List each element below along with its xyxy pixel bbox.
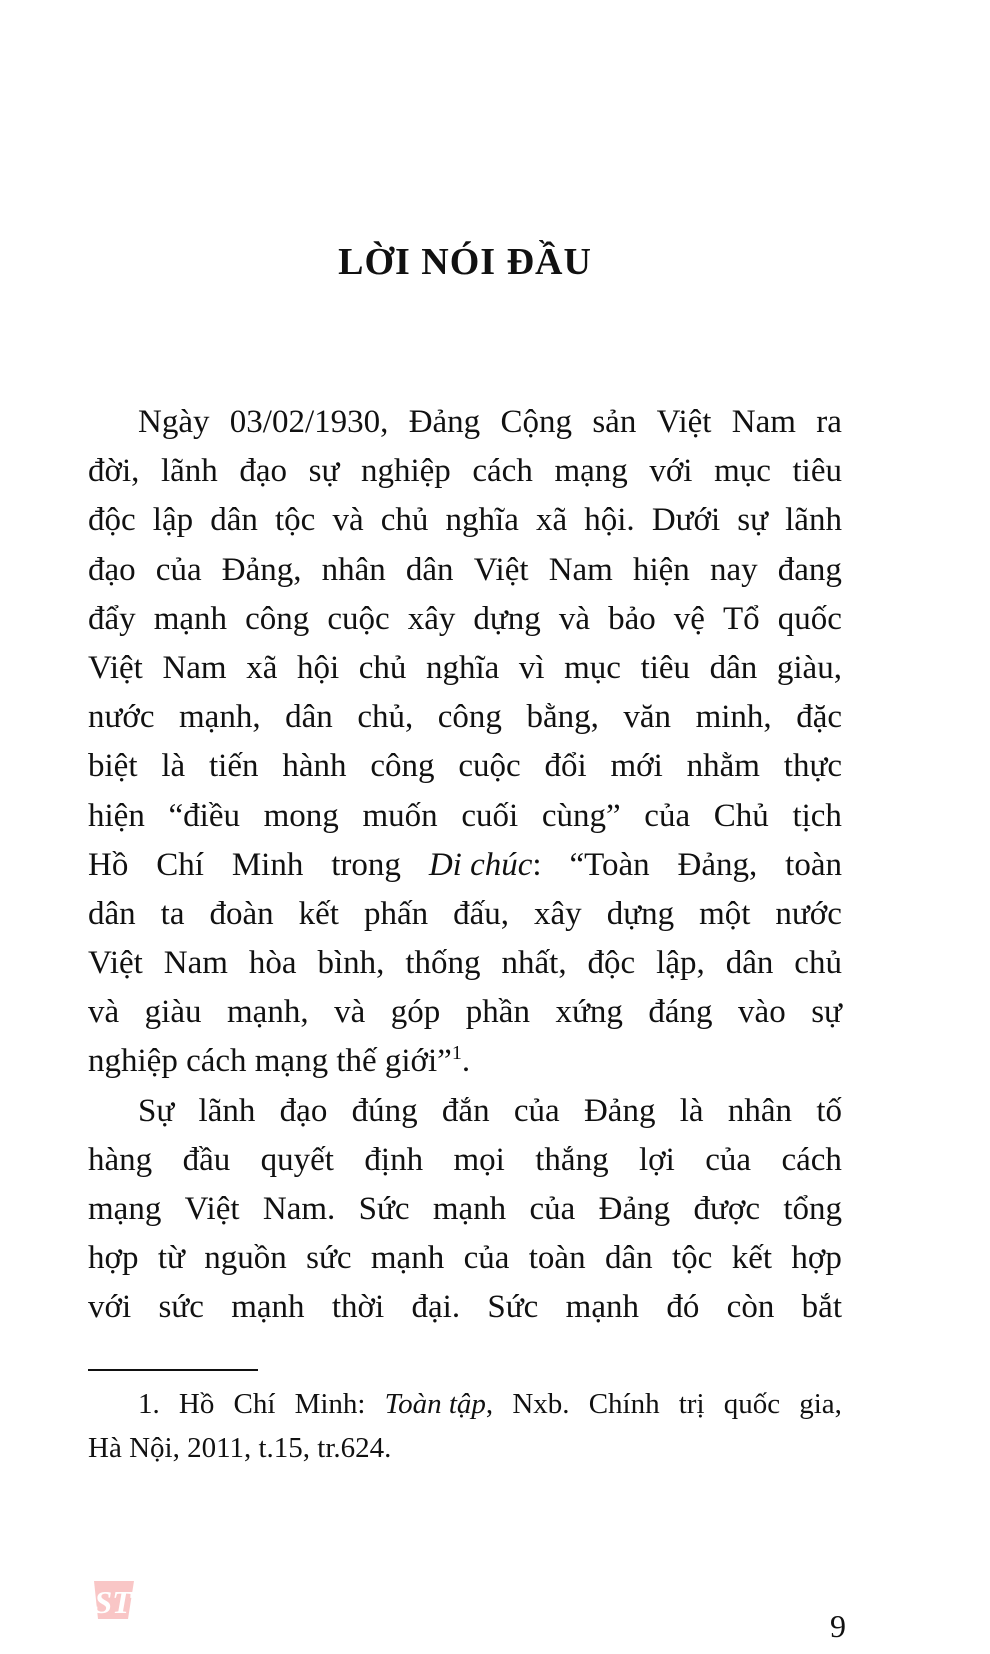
word: Hồ xyxy=(88,846,129,883)
word: thống xyxy=(405,945,481,982)
word: Đảng, xyxy=(677,846,758,883)
word: mọi xyxy=(453,1141,505,1178)
body-text xyxy=(88,398,842,1333)
word: lãnh xyxy=(198,1092,256,1129)
word: là xyxy=(679,1092,704,1129)
word: nghĩa xyxy=(445,502,519,539)
word: tiêu xyxy=(792,453,842,490)
word: dựng xyxy=(606,895,675,932)
word: ra xyxy=(816,404,842,440)
word: tộc xyxy=(275,502,316,539)
word: công xyxy=(370,748,435,785)
word: mạnh, xyxy=(227,994,309,1031)
text-line xyxy=(88,398,842,447)
word: Tổ xyxy=(723,600,760,637)
word: sức xyxy=(158,1289,204,1326)
word: và xyxy=(88,994,120,1031)
word: Ngày xyxy=(138,404,210,440)
word: lãnh xyxy=(785,502,842,539)
word: tịch xyxy=(792,797,842,834)
word: tố xyxy=(816,1092,842,1129)
word: cuộc xyxy=(458,748,521,785)
word: phần xyxy=(465,994,530,1031)
word: nhất, xyxy=(501,945,567,982)
word: đạo xyxy=(239,453,288,490)
word: chủ xyxy=(358,649,407,686)
text-line: nghiệp cách mạng thế giới”$^1$. xyxy=(88,1042,471,1080)
word: muốn xyxy=(362,797,438,834)
word: Đảng xyxy=(598,1191,671,1227)
word: bảo xyxy=(608,600,656,637)
footnote xyxy=(88,1382,842,1470)
word: mạnh, xyxy=(179,699,261,736)
word: đầu xyxy=(182,1141,231,1178)
word: nước xyxy=(775,895,842,932)
word: nghiệp xyxy=(360,453,451,490)
word: của xyxy=(705,1141,752,1178)
word: toàn xyxy=(785,846,842,883)
word: nước xyxy=(88,699,155,736)
word: độc xyxy=(88,502,136,539)
footnote-divider xyxy=(88,1369,258,1371)
word: được xyxy=(693,1191,760,1227)
word: nay xyxy=(709,551,758,588)
word: sức xyxy=(306,1240,352,1277)
word: đáng xyxy=(648,994,713,1031)
page-title: LỜI NÓI ĐẦU xyxy=(338,241,592,283)
text-line xyxy=(88,1087,842,1136)
word: Đảng xyxy=(583,1092,656,1129)
word: và xyxy=(334,994,366,1031)
word: dân xyxy=(709,649,758,686)
word: nhân xyxy=(727,1092,793,1129)
word: chủ xyxy=(380,502,429,539)
word: “điều xyxy=(168,797,240,834)
page-number: 9 xyxy=(830,1608,846,1644)
word: vào xyxy=(738,994,786,1031)
word: mới xyxy=(610,748,663,785)
word: kết xyxy=(731,1240,773,1277)
word: xã xyxy=(246,649,278,686)
word: nhằm xyxy=(686,748,760,785)
word: của xyxy=(513,1092,560,1129)
text-line xyxy=(88,1136,842,1185)
word: dân xyxy=(285,699,333,736)
word: Nam. xyxy=(262,1191,336,1227)
word: và xyxy=(332,502,364,539)
word: đặc xyxy=(796,699,842,736)
word: hợp xyxy=(791,1240,842,1277)
word: 03/02/1930, xyxy=(229,404,389,440)
word: đạo xyxy=(279,1092,328,1129)
word: một xyxy=(699,895,751,932)
word: là xyxy=(161,748,186,785)
word: Việt xyxy=(656,404,712,440)
word: sự xyxy=(737,502,769,539)
word: đổi xyxy=(544,748,587,785)
word: đẩy xyxy=(88,600,136,637)
word: giàu xyxy=(144,994,202,1031)
text-line xyxy=(88,792,842,841)
word: “Toàn xyxy=(569,846,650,883)
word: mạnh xyxy=(432,1191,507,1227)
word: đoàn xyxy=(209,895,274,932)
word: dân xyxy=(88,895,136,932)
word: sự xyxy=(308,453,340,490)
word: Sự xyxy=(138,1092,175,1129)
word: sản xyxy=(592,404,637,440)
footnote-line: 1. Hồ Chí Minh: Toàn tập, Nxb. Chính trị quốc gia, xyxy=(138,1388,842,1420)
text-line xyxy=(88,939,842,988)
word: mạng xyxy=(554,453,628,490)
word: của xyxy=(463,1240,510,1277)
word: mạnh xyxy=(565,1289,639,1326)
word: mạng xyxy=(88,1191,162,1227)
word: hòa xyxy=(248,945,297,982)
footnote-reference[interactable]: 1 xyxy=(451,1042,462,1065)
word: dân xyxy=(210,502,258,539)
word: minh, xyxy=(695,699,772,736)
text-line xyxy=(88,496,842,545)
word: dân xyxy=(405,551,454,588)
text-line xyxy=(88,447,842,496)
word: Minh xyxy=(231,846,304,883)
word: bắt xyxy=(801,1289,842,1326)
word: quyết xyxy=(260,1141,334,1178)
word: cách xyxy=(781,1141,842,1178)
word: toàn xyxy=(528,1240,586,1277)
word: văn xyxy=(623,699,672,736)
word: xứng xyxy=(555,994,623,1031)
footnote-line: Hà Nội, 2011, t.15, tr.624. xyxy=(88,1432,392,1464)
word: dân xyxy=(604,1240,653,1277)
word: công xyxy=(245,600,310,637)
word: Việt xyxy=(184,1191,240,1227)
word: vệ xyxy=(673,600,705,637)
word: thắng xyxy=(535,1141,609,1178)
word: dân xyxy=(725,945,774,982)
word: góp xyxy=(390,994,441,1031)
word: đó xyxy=(666,1289,700,1326)
word: tổng xyxy=(783,1191,842,1227)
text-line xyxy=(88,546,842,595)
word: phấn xyxy=(363,895,429,932)
text-line xyxy=(88,1283,842,1332)
word: hàng xyxy=(88,1141,153,1178)
word: Việt xyxy=(88,649,143,686)
text-line xyxy=(88,595,842,644)
text-line xyxy=(88,1185,842,1234)
word: lập, xyxy=(656,945,705,982)
word: mục xyxy=(564,649,621,686)
word: Chủ xyxy=(713,797,769,834)
word: chủ xyxy=(794,945,842,982)
word: Việt xyxy=(88,945,143,982)
word: Việt xyxy=(473,551,529,588)
word: cuối xyxy=(461,797,519,834)
word: mạnh xyxy=(231,1289,305,1326)
word: thực xyxy=(783,748,842,785)
text-line xyxy=(88,1234,842,1283)
word: từ xyxy=(157,1240,185,1277)
word: mục xyxy=(714,453,771,490)
word: Nam xyxy=(162,649,227,686)
word: bình, xyxy=(317,945,385,982)
word: lợi xyxy=(639,1141,675,1178)
word: đúng xyxy=(351,1092,418,1129)
word: của xyxy=(155,551,202,588)
word: Di chúc: xyxy=(428,846,542,883)
word: Nam xyxy=(163,945,228,982)
word: hiện xyxy=(88,797,145,834)
word: và xyxy=(558,600,591,637)
word: hội xyxy=(296,649,340,686)
word: Nam xyxy=(548,551,613,588)
publisher-logo-icon xyxy=(88,1577,138,1623)
word: bằng, xyxy=(526,699,599,736)
text-line xyxy=(88,841,842,890)
word: Đảng, xyxy=(221,551,302,588)
word: vì xyxy=(518,649,545,686)
svg-text:ST: ST xyxy=(94,1584,132,1620)
word: cùng” xyxy=(541,797,621,834)
word: độc xyxy=(587,945,636,982)
word: của xyxy=(644,797,691,834)
word: đấu, xyxy=(453,895,510,932)
word: tiến xyxy=(209,748,259,785)
text-line xyxy=(88,693,842,742)
word: hiện xyxy=(632,551,690,588)
word: mong xyxy=(263,797,339,834)
word: biệt xyxy=(88,748,138,785)
word: xây xyxy=(534,895,582,932)
word: hội. xyxy=(584,502,635,539)
word: đại. xyxy=(411,1289,461,1326)
word: với xyxy=(88,1289,132,1326)
text-line xyxy=(88,988,842,1037)
word: nguồn xyxy=(204,1240,287,1277)
word: sự xyxy=(811,994,842,1031)
word: lãnh xyxy=(160,453,218,490)
word: còn xyxy=(726,1289,775,1326)
word: tộc xyxy=(672,1240,713,1277)
word: quốc xyxy=(777,600,842,637)
word: ta xyxy=(160,895,185,932)
word: đắn xyxy=(441,1092,490,1129)
word: xã xyxy=(535,502,568,539)
text-line xyxy=(88,890,842,939)
word: Chí xyxy=(156,846,204,883)
word: thời xyxy=(331,1289,385,1326)
word: định xyxy=(364,1141,424,1178)
word: kết xyxy=(298,895,339,932)
word: Dưới xyxy=(651,502,721,539)
word: Sức xyxy=(358,1191,410,1227)
word: xây xyxy=(407,600,456,637)
word: cách xyxy=(472,453,533,490)
word: hành xyxy=(282,748,347,785)
word: đời, xyxy=(88,453,140,490)
text-line xyxy=(88,644,842,693)
word: của xyxy=(529,1191,576,1227)
word: cuộc xyxy=(327,600,390,637)
word: mạnh xyxy=(153,600,228,637)
word: nghĩa xyxy=(425,649,500,686)
text-line xyxy=(88,742,842,791)
word: hợp xyxy=(88,1240,139,1277)
word: mạnh xyxy=(370,1240,445,1277)
word: đang xyxy=(777,551,842,588)
word: dựng xyxy=(473,600,541,637)
word: Cộng xyxy=(500,404,573,440)
word: chủ, xyxy=(357,699,414,736)
word: tiêu xyxy=(640,649,691,686)
word: Sức xyxy=(487,1289,539,1326)
word: công xyxy=(437,699,502,736)
word: trong xyxy=(331,846,401,883)
word: lập xyxy=(152,502,194,539)
word: nhân xyxy=(321,551,386,588)
word: Đảng xyxy=(408,404,481,440)
word: với xyxy=(649,453,693,490)
word: đạo xyxy=(88,551,136,588)
word: Nam xyxy=(731,404,796,440)
word: giàu, xyxy=(776,649,842,686)
